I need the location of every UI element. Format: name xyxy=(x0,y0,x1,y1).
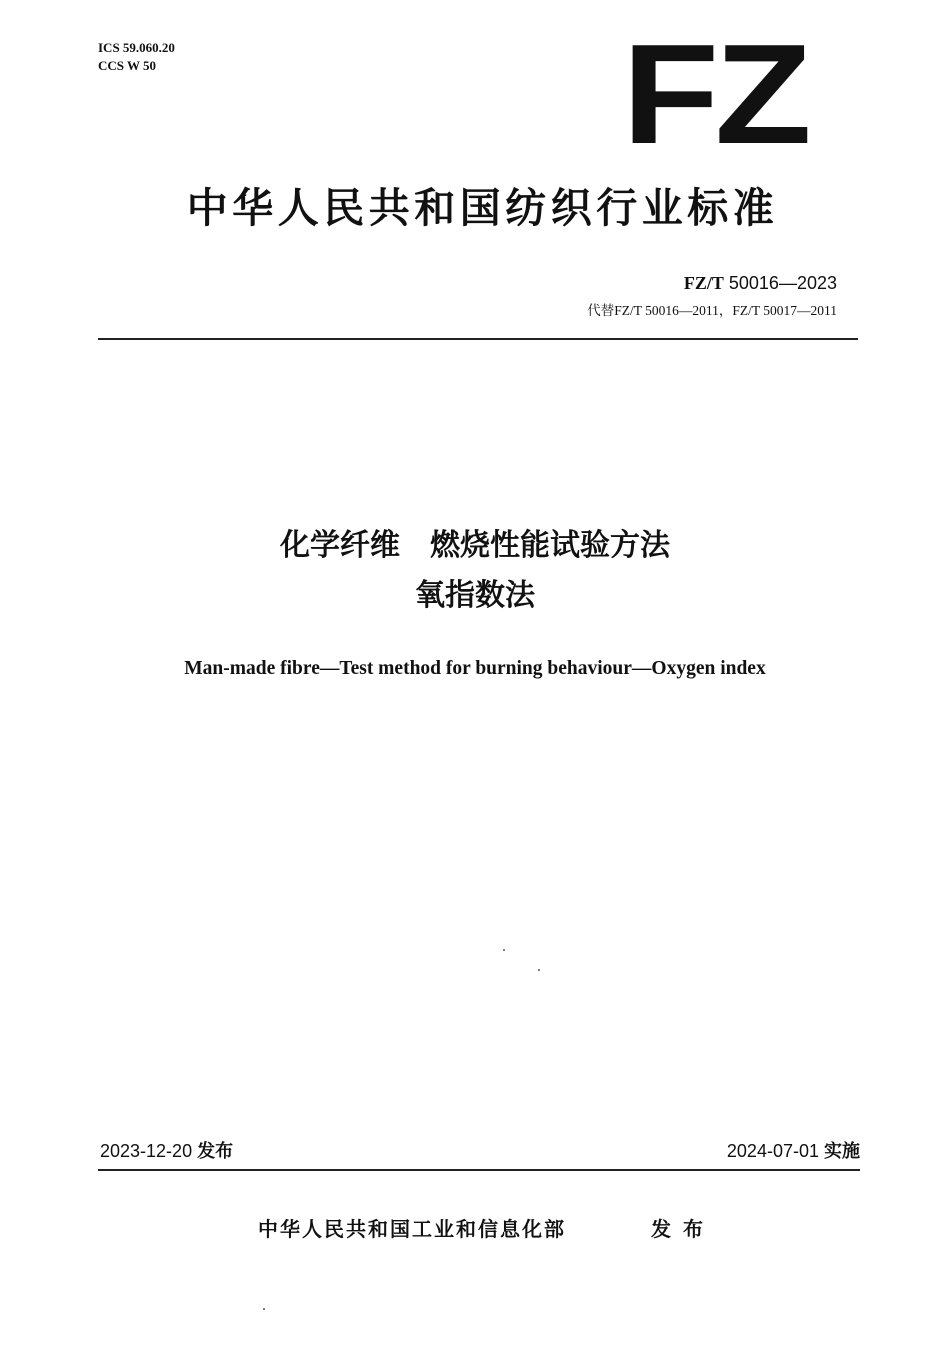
scan-speck xyxy=(503,949,505,951)
top-divider xyxy=(98,338,858,340)
standard-prefix: FZ/T xyxy=(683,273,724,293)
issuing-label: 发布 xyxy=(651,1217,715,1241)
replaces-note: 代替FZ/T 50016—2011，FZ/T 50017—2011 xyxy=(587,303,837,318)
document-title-line-2: 氧指数法 xyxy=(415,578,535,613)
ccs-code: CCS W 50 xyxy=(98,58,157,73)
implementation-date-label: 实施 xyxy=(824,1141,860,1162)
scan-speck xyxy=(263,1308,265,1310)
document-title-english: Man-made fibre—Test method for burning behaviour—Oxygen index xyxy=(184,658,766,679)
industry-standard-title: 中华人民共和国纺织行业标准 xyxy=(186,184,779,232)
standard-code: 50016—2023 xyxy=(728,273,837,293)
fz-logo: FZ xyxy=(622,15,808,174)
issue-date xyxy=(100,1138,233,1165)
issue-date-label: 发布 xyxy=(197,1141,234,1162)
implementation-date-value: 2024-07-01 xyxy=(726,1141,819,1161)
implementation-date xyxy=(727,1138,860,1165)
issue-date-value: 2023-12-20 xyxy=(100,1141,193,1161)
standard-number xyxy=(684,272,837,294)
ics-code: ICS 59.060.20 xyxy=(98,40,175,55)
scan-speck xyxy=(538,969,540,971)
bottom-divider xyxy=(98,1169,860,1171)
document-title-line-1: 化学纤维 燃烧性能试验方法 xyxy=(280,528,670,563)
issuing-authority: 中华人民共和国工业和信息化部 xyxy=(258,1217,566,1241)
